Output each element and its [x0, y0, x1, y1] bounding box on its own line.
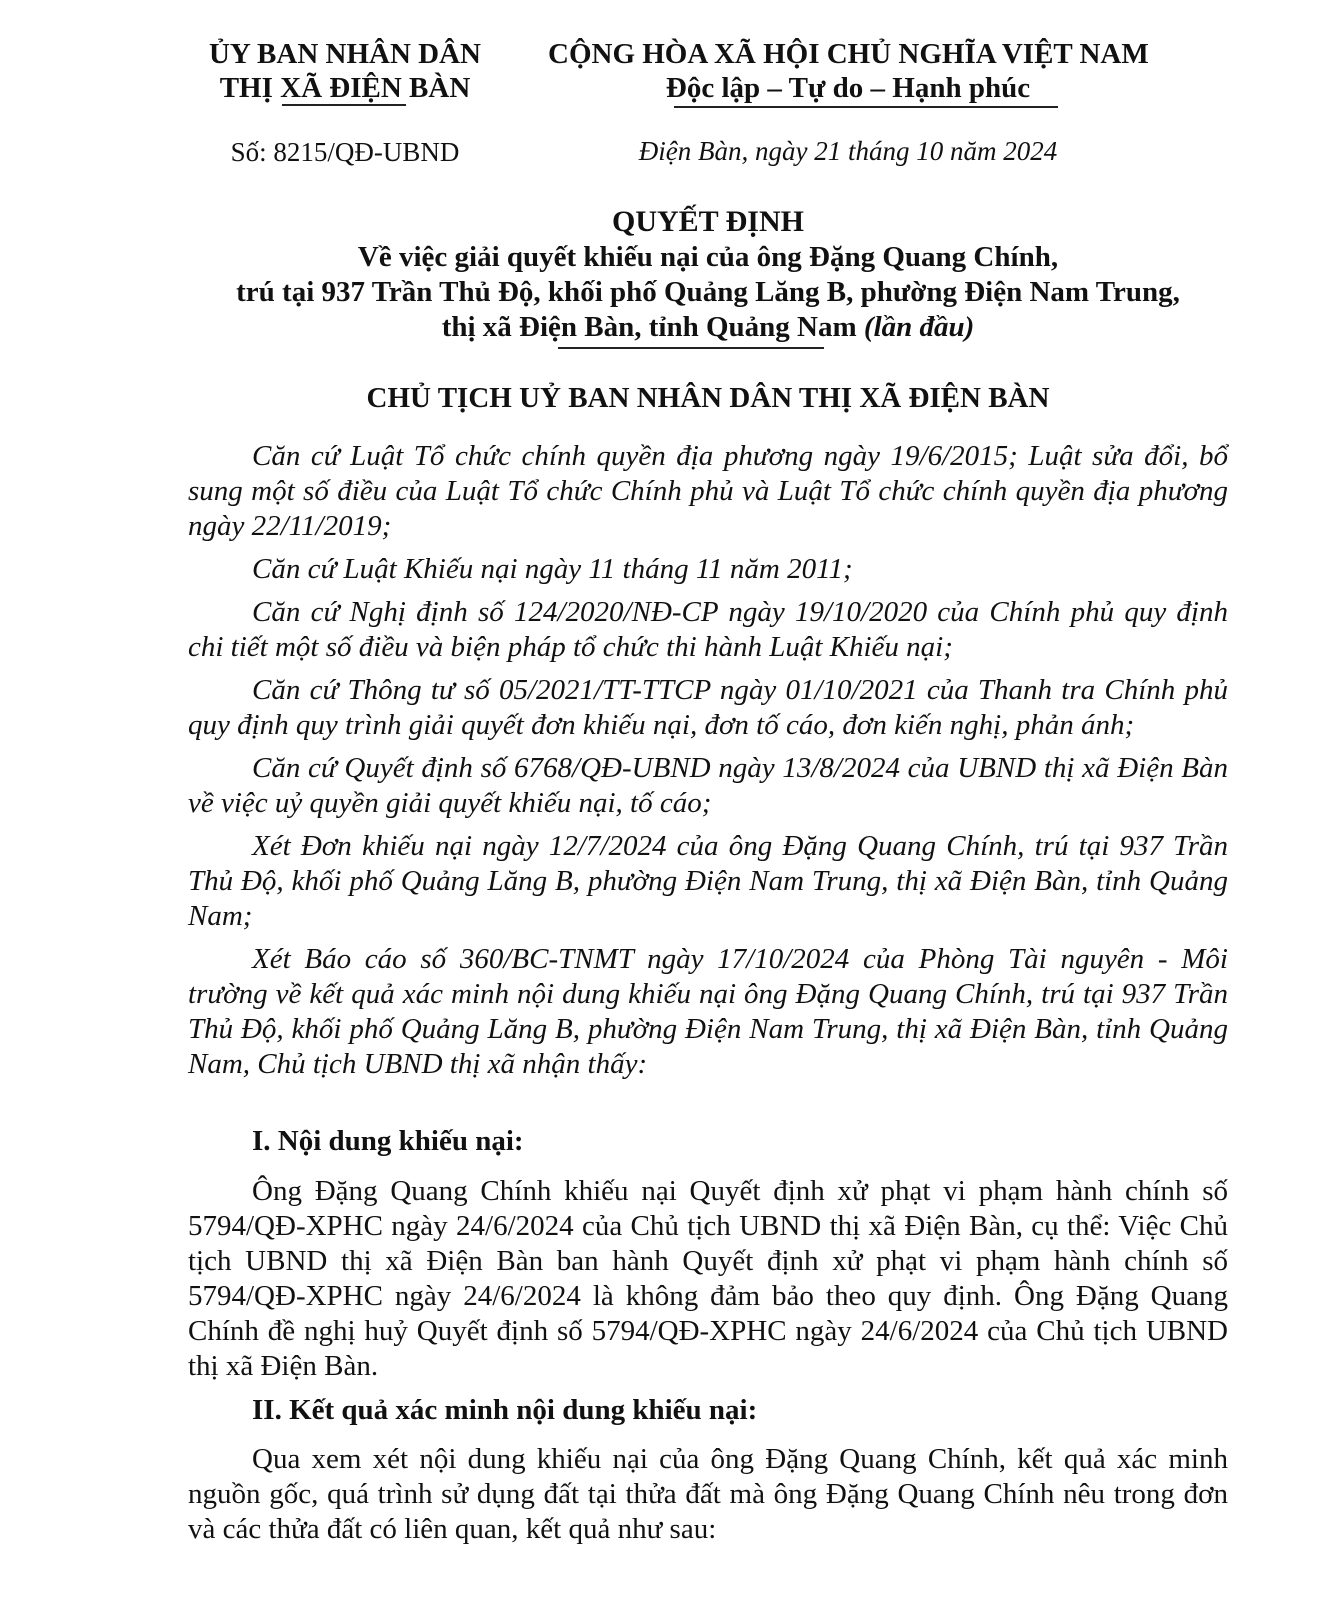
legal-basis: Căn cứ Luật Khiếu nại ngày 11 tháng 11 năm 2011;	[252, 553, 853, 585]
section-2-heading: II. Kết quả xác minh nội dung khiếu nại:	[252, 1394, 758, 1426]
legal-bases	[188, 439, 1228, 1082]
decision-authority: CHỦ TỊCH UỶ BAN NHÂN DÂN THỊ XÃ ĐIỆN BÀN	[366, 382, 1050, 414]
document-subject-line1: Về việc giải quyết khiếu nại của ông Đặng Quang Chính,	[357, 241, 1059, 273]
national-title: CỘNG HÒA XÃ HỘI CHỦ NGHĨA VIỆT NAM	[548, 38, 1149, 70]
section-1-paragraph: Ông Đặng Quang Chính khiếu nại Quyết định xử phạt vi phạm hành chính số 5794/QĐ-XPHC ngày 24/6/2024 của Chủ tịch UBND thị xã Điện Bàn, cụ thể: Việc Chủ tịch UBND thị xã Điện Bàn ban hành Quyết định xử phạt vi phạm hành chính số 5794/QĐ-XPHC ngày 24/6/2024 là không đảm bảo theo quy định. Ông Đặng Quang Chính đề nghị huỷ Quyết định số 5794/QĐ-XPHC ngày 24/6/2024 của Chủ tịch UBND thị xã Điện Bàn.	[188, 1175, 1228, 1382]
document-title: QUYẾT ĐỊNH	[612, 205, 804, 238]
document-subject-line3	[188, 311, 1228, 344]
issuing-authority-line1: ỦY BAN NHÂN DÂN	[208, 38, 481, 70]
section-2-body	[188, 1442, 1228, 1547]
legal-basis: Căn cứ Nghị định số 124/2020/NĐ-CP ngày 19/10/2020 của Chính phủ quy định chi tiết một số điều và biện pháp tổ chức thi hành Luật Khiếu nại;	[188, 596, 1228, 663]
document-number: Số: 8215/QĐ-UBND	[230, 137, 460, 167]
subject-first-instance: (lần đầu)	[863, 311, 975, 343]
legal-basis: Căn cứ Thông tư số 05/2021/TT-TTCP ngày 01/10/2021 của Thanh tra Chính phủ quy định quy trình giải quyết đơn khiếu nại, đơn tố cáo, đơn kiến nghị, phản ánh;	[188, 674, 1228, 741]
legal-basis: Căn cứ Luật Tổ chức chính quyền địa phương ngày 19/6/2015; Luật sửa đổi, bổ sung một số điều của Luật Tổ chức Chính phủ và Luật Tổ chức chính quyền địa phương ngày 22/11/2019;	[188, 440, 1228, 542]
section-1-heading: I. Nội dung khiếu nại:	[252, 1125, 524, 1157]
title-underline	[558, 347, 824, 349]
legal-basis: Xét Báo cáo số 360/BC-TNMT ngày 17/10/2024 của Phòng Tài nguyên - Môi trường về kết quả xác minh nội dung khiếu nại ông Đặng Quang Chính, trú tại 937 Trần Thủ Độ, khối phố Quảng Lăng B, phường Điện Nam Trung, thị xã Điện Bàn, tỉnh Quảng Nam, Chủ tịch UBND thị xã nhận thấy:	[188, 943, 1228, 1080]
national-motto: Độc lập – Tự do – Hạnh phúc	[665, 72, 1031, 104]
section-2-paragraph: Qua xem xét nội dung khiếu nại của ông Đặng Quang Chính, kết quả xác minh nguồn gốc, quá trình sử dụng đất tại thửa đất mà ông Đặng Quang Chính nêu trong đơn và các thửa đất có liên quan, kết quả như sau:	[188, 1443, 1228, 1545]
legal-basis: Xét Đơn khiếu nại ngày 12/7/2024 của ông Đặng Quang Chính, trú tại 937 Trần Thủ Độ, khối phố Quảng Lăng B, phường Điện Nam Trung, thị xã Điện Bàn, tỉnh Quảng Nam;	[188, 830, 1228, 932]
section-1-body	[188, 1174, 1228, 1384]
subject-location: thị xã Điện Bàn, tỉnh Quảng Nam	[441, 311, 857, 343]
left-header-underline	[282, 104, 406, 106]
legal-basis: Căn cứ Quyết định số 6768/QĐ-UBND ngày 13/8/2024 của UBND thị xã Điện Bàn về việc uỷ quyền giải quyết khiếu nại, tố cáo;	[188, 752, 1228, 819]
issuing-authority-line2: THỊ XÃ ĐIỆN BÀN	[219, 72, 471, 104]
document-subject-line2: trú tại 937 Trần Thủ Độ, khối phố Quảng Lăng B, phường Điện Nam Trung,	[236, 276, 1180, 308]
motto-underline	[674, 106, 1058, 108]
place-and-date: Điện Bàn, ngày 21 tháng 10 năm 2024	[638, 136, 1058, 166]
